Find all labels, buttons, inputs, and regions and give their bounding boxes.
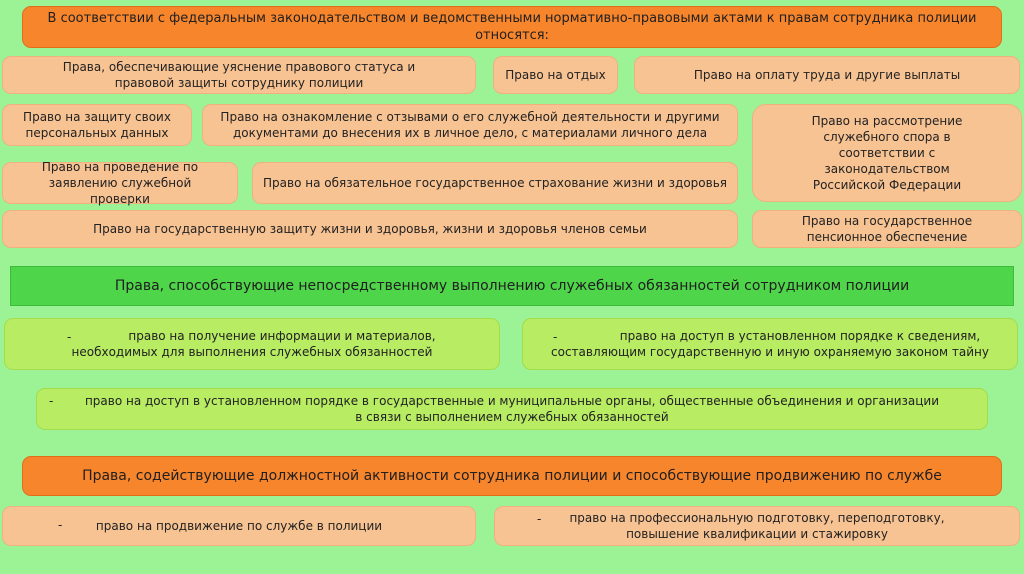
list-dash: - — [537, 512, 542, 526]
list-dash: - — [58, 518, 63, 532]
career-item-training — [494, 506, 1020, 546]
right-inspection — [2, 162, 238, 204]
section-career-title-text: Права, содействующие должностной активности сотрудника полиции и способствующие продвижению по службе — [82, 468, 942, 484]
right-pay-text: Право на оплату труда и другие выплаты — [693, 68, 961, 82]
duty-item-information — [4, 318, 500, 370]
right-reviews-text: Право на ознакомление с отзывами о его служебной деятельности и другими документами до внесения их в личное дело, с материалами личного дела — [220, 110, 720, 140]
right-pension — [752, 210, 1022, 248]
right-protection — [2, 210, 738, 248]
list-dash: - — [49, 394, 54, 408]
right-pay — [634, 56, 1020, 94]
right-personal-data-text: Право на защиту своих персональных данных — [23, 110, 171, 140]
right-pension-text: Право на государственное пенсионное обеспечение — [801, 214, 973, 244]
right-reviews — [202, 104, 738, 146]
right-legal-status-text: Права, обеспечивающие уяснение правового статуса и правовой защиты сотруднику полиции — [62, 60, 416, 90]
right-personal-data — [2, 104, 192, 146]
right-dispute — [752, 104, 1022, 202]
section-duties-title — [10, 266, 1014, 306]
right-legal-status — [2, 56, 476, 94]
list-dash: - — [67, 330, 72, 344]
right-dispute-text: Право на рассмотрение служебного спора в соответствии с законодательством Российской Федерации — [811, 114, 963, 192]
duty-item-access-text: право на доступ в установленном порядке в государственные и муниципальные органы, общественные объединения и организации в связи с выполнением служебных обязанностей — [84, 394, 940, 424]
right-rest-text: Право на отдых — [505, 68, 606, 82]
list-dash: - — [553, 330, 558, 344]
career-item-promotion — [2, 506, 476, 546]
right-insurance-text: Право на обязательное государственное страхование жизни и здоровья — [263, 176, 727, 190]
section-duties-title-text: Права, способствующие непосредственному выполнению служебных обязанностей сотрудником полиции — [114, 278, 910, 294]
duty-item-secrets — [522, 318, 1018, 370]
right-inspection-text: Право на проведение по заявлению служебной проверки — [41, 160, 199, 206]
duty-item-access — [36, 388, 988, 430]
duty-item-information-text: право на получение информации и материалов, необходимых для выполнения служебных обязанностей — [71, 329, 436, 359]
section-career-title — [22, 456, 1002, 496]
duty-item-secrets-text: право на доступ в установленном порядке к сведениям, составляющим государственную и иную охраняемую законом тайну — [551, 329, 989, 359]
header-banner — [22, 6, 1002, 48]
right-rest — [493, 56, 618, 94]
career-item-training-text: право на профессиональную подготовку, переподготовку, повышение квалификации и стажировку — [569, 511, 945, 541]
right-insurance — [252, 162, 738, 204]
header-text: В соответствии с федеральным законодательством и ведомственными нормативно-правовыми актами к правам сотрудника полиции относятся: — [47, 11, 977, 43]
career-item-promotion-text: право на продвижение по службе в полиции — [95, 519, 383, 533]
right-protection-text: Право на государственную защиту жизни и здоровья, жизни и здоровья членов семьи — [93, 222, 647, 236]
